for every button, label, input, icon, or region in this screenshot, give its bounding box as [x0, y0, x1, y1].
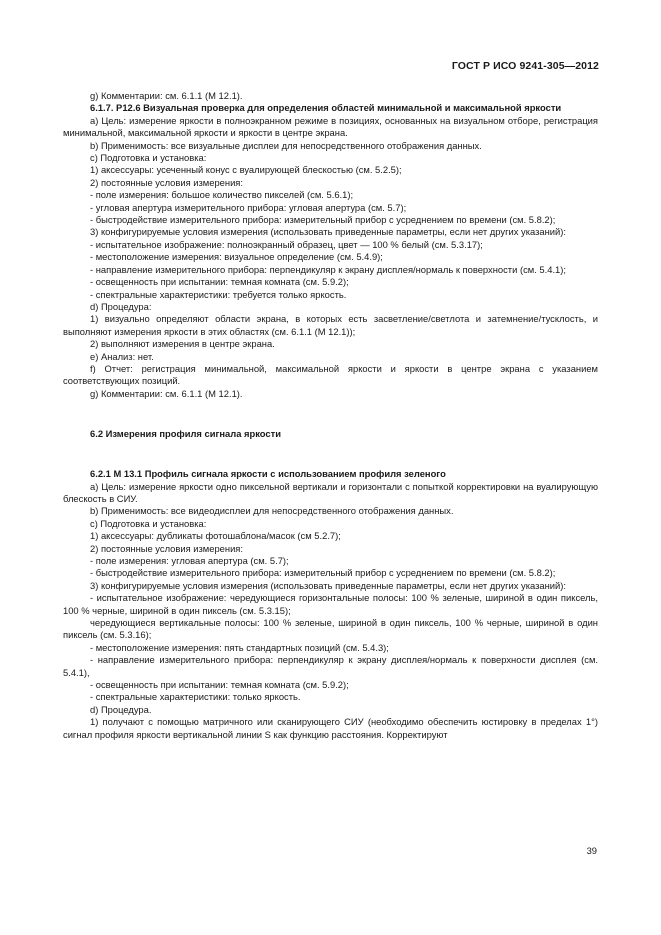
paragraph: 3) конфигурируемые условия измерения (использовать приведенные параметры, если нет других указаний): — [90, 579, 567, 591]
section-heading: 6.2 Измерения профиля сигнала яркости — [90, 427, 281, 439]
paragraph: g) Комментарии: см. 6.1.1 (М 12.1). — [90, 387, 243, 399]
paragraph: a) Цель: измерение яркости одно пиксельной вертикали и горизонтали с попыткой корректировки на вуалирующую блескость в СИУ. — [63, 480, 598, 504]
paragraph: 2) выполняют измерения в центре экрана. — [90, 338, 275, 350]
paragraph: - испытательное изображение: чередующиеся горизонтальные полосы: 100 % зеленые, шириной в один пиксель, 100 % черные, шириной в один пиксель (см. 5.3.15); — [63, 592, 598, 616]
paragraph: g) Комментарии: см. 6.1.1 (М 12.1). — [90, 90, 243, 101]
paragraph: a) Цель: измерение яркости в полноэкранном режиме в позициях, основанных на визуальном отборе, регистрация минимальной, максимальной яркости и яркости в центре экрана. — [63, 114, 598, 139]
paragraph: c) Подготовка и установка: — [90, 517, 207, 529]
paragraph: f) Отчет: регистрация минимальной, максимальной яркости и яркости в центре экрана с указанием соответствующих позиций. — [63, 362, 598, 387]
paragraph: 2) постоянные условия измерения: — [90, 542, 243, 554]
paragraph: - направление измерительного прибора: перпендикуляр к экрану дисплея/нормаль к поверхности (см. 5.4.1); — [90, 263, 566, 275]
paragraph: 1) получают с помощью матричного или сканирующего СИУ (необходимо обеспечить юстировку в пределах 1°) сигнал профиля яркости вертикальной линии S как функцию расстояния. Корректируют — [63, 716, 598, 740]
paragraph: - испытательное изображение: полноэкранный образец, цвет — 100 % белый (см. 5.3.17); — [90, 238, 483, 250]
section-heading: 6.2.1 М 13.1 Профиль сигнала яркости с использованием профиля зеленого — [90, 468, 446, 480]
paragraph-gap — [63, 410, 598, 419]
paragraph: c) Подготовка и установка: — [90, 152, 207, 164]
paragraph: - направление измерительного прибора: перпендикуляр к экрану дисплея/нормаль к поверхности дисплея (см. 5.4.1), — [63, 654, 598, 678]
paragraph: - местоположение измерения: пять стандартных позиций (см. 5.4.3); — [90, 641, 389, 653]
paragraph: чередующиеся вертикальные полосы: 100 % зеленые, шириной в один пиксель, 100 % черные, шириной в один пиксель (см. 5.3.16); — [63, 617, 598, 641]
document-header: ГОСТ Р ИСО 9241-305—2012 — [451, 60, 599, 72]
paragraph: - поле измерения: угловая апертура (см. 5.7); — [90, 554, 289, 566]
document-body — [63, 90, 598, 741]
paragraph: d) Процедура: — [90, 300, 152, 312]
paragraph: d) Процедура. — [90, 703, 152, 715]
paragraph: b) Применимость: все визуальные дисплеи для непосредственного отображения данных. — [90, 139, 482, 151]
paragraph: - угловая апертура измерительного прибора: угловая апертура (см. 5.7); — [90, 201, 407, 213]
paragraph: - освещенность при испытании: темная комната (см. 5.9.2); — [90, 276, 349, 288]
paragraph: - местоположение измерения: визуальное определение (см. 5.4.9); — [90, 251, 383, 263]
paragraph: - освещенность при испытании: темная комната (см. 5.9.2); — [90, 679, 349, 691]
paragraph-gap — [63, 450, 598, 459]
paragraph: b) Применимость: все видеодисплеи для непосредственного отображения данных. — [90, 505, 454, 517]
paragraph: e) Анализ: нет. — [90, 350, 154, 362]
paragraph: - поле измерения: большое количество пикселей (см. 5.6.1); — [90, 189, 354, 201]
paragraph: - быстродействие измерительного прибора: измерительный прибор с усреднением по времени (см. 5.8.2); — [90, 214, 556, 226]
paragraph: - спектральные характеристики: только яркость. — [90, 691, 301, 703]
page-number: 39 — [586, 845, 597, 856]
paragraph: 1) визуально определяют области экрана, в которых есть засветление/светлота и затемнение/тусклость, и выполняют измерения яркости в этих областях (см. 6.1.1 (М 12.1)); — [63, 313, 598, 337]
paragraph: - быстродействие измерительного прибора: измерительный прибор с усреднением по времени (см. 5.8.2); — [90, 567, 556, 579]
paragraph: - спектральные характеристики: требуется только яркость. — [90, 288, 347, 300]
paragraph: 1) аксессуары: дубликаты фотошаблона/масок (см 5.2.7); — [90, 530, 341, 542]
section-heading: 6.1.7. Р12.6 Визуальная проверка для определения областей минимальной и максимальной яркости — [90, 102, 562, 114]
paragraph: 2) постоянные условия измерения: — [90, 176, 243, 188]
paragraph: 3) конфигурируемые условия измерения (использовать приведенные параметры, если нет других указаний): — [90, 226, 567, 238]
paragraph: 1) аксессуары: усеченный конус с вуалирующей блескостью (см. 5.2.5); — [90, 164, 402, 176]
